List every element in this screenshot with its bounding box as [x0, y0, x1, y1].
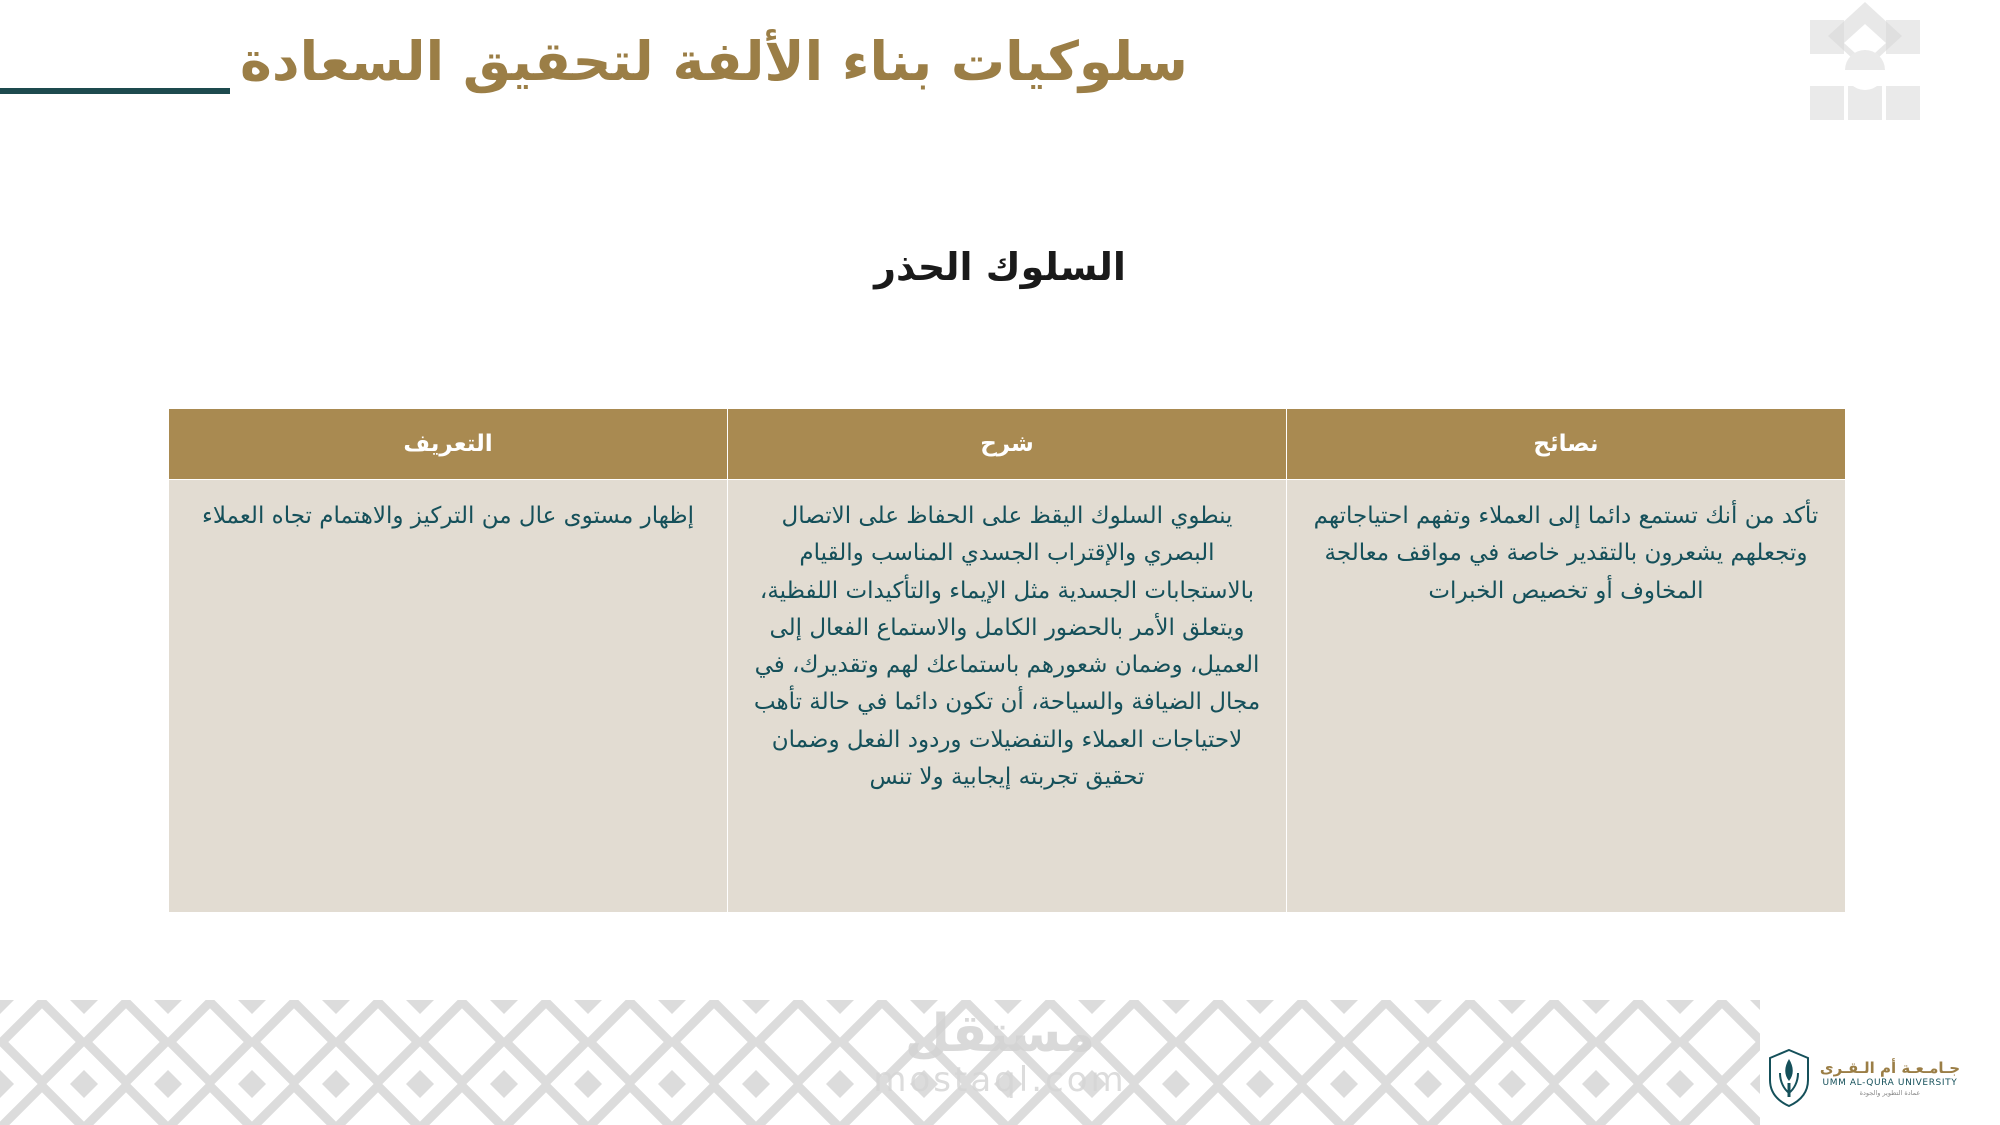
table-header-cell-explanation: شرح	[728, 409, 1287, 480]
table-row	[169, 480, 1846, 913]
title-rule	[0, 88, 230, 94]
table-header-cell-tips: نصائح	[1287, 409, 1846, 480]
table-header-cell-definition: التعريف	[169, 409, 728, 480]
table-body	[169, 480, 1846, 913]
table-cell-definition: إظهار مستوى عال من التركيز والاهتمام تجاه العملاء	[169, 480, 728, 913]
university-logo-subline: عمادة التطوير والجودة	[1859, 1088, 1921, 1097]
university-logo-text	[1820, 1059, 1960, 1097]
content-table	[168, 408, 1846, 913]
table-head	[169, 409, 1846, 480]
table-cell-explanation: ينطوي السلوك اليقظ على الحفاظ على الاتصال البصري والإقتراب الجسدي المناسب والقيام بالاستجابات الجسدية مثل الإيماء والتأكيدات اللفظية، ويتعلق الأمر بالحضور الكامل والاستماع الفعال إلى العميل، وضمان شعورهم باستماعك لهم وتقديرك، في مجال الضيافة والسياحة، أن تكون دائما في حالة تأهب لاحتياجات العملاء والتفضيلات وردود الفعل وضمان تحقيق تجربته إيجابية ولا تنس	[728, 480, 1287, 913]
university-crest-icon	[1768, 1049, 1810, 1107]
footer-pattern-icon	[0, 1000, 2000, 1125]
university-name-english: UMM AL-QURA UNIVERSITY	[1822, 1077, 1958, 1088]
slide-header	[0, 0, 2000, 150]
university-logo	[1768, 1049, 1960, 1107]
watermark-arabic: مستقل	[904, 1004, 1096, 1065]
table-cell-tips: تأكد من أنك تستمع دائما إلى العملاء وتفهم احتياجاتهم وتجعلهم يشعرون بالتقدير خاصة في مواقف معالجة المخاوف أو تخصيص الخبرات	[1287, 480, 1846, 913]
watermark-latin: mostaql.com	[873, 1060, 1127, 1101]
geometric-ornament-icon	[1790, 0, 1940, 140]
content-table-wrapper	[168, 408, 1846, 913]
table-header-row	[169, 409, 1846, 480]
page-title: سلوكيات بناء الألفة لتحقيق السعادة	[240, 30, 1188, 93]
section-subtitle: السلوك الحذر	[874, 245, 1126, 289]
university-name-arabic: جـامـعـة أم الـقـرى	[1819, 1058, 1960, 1077]
